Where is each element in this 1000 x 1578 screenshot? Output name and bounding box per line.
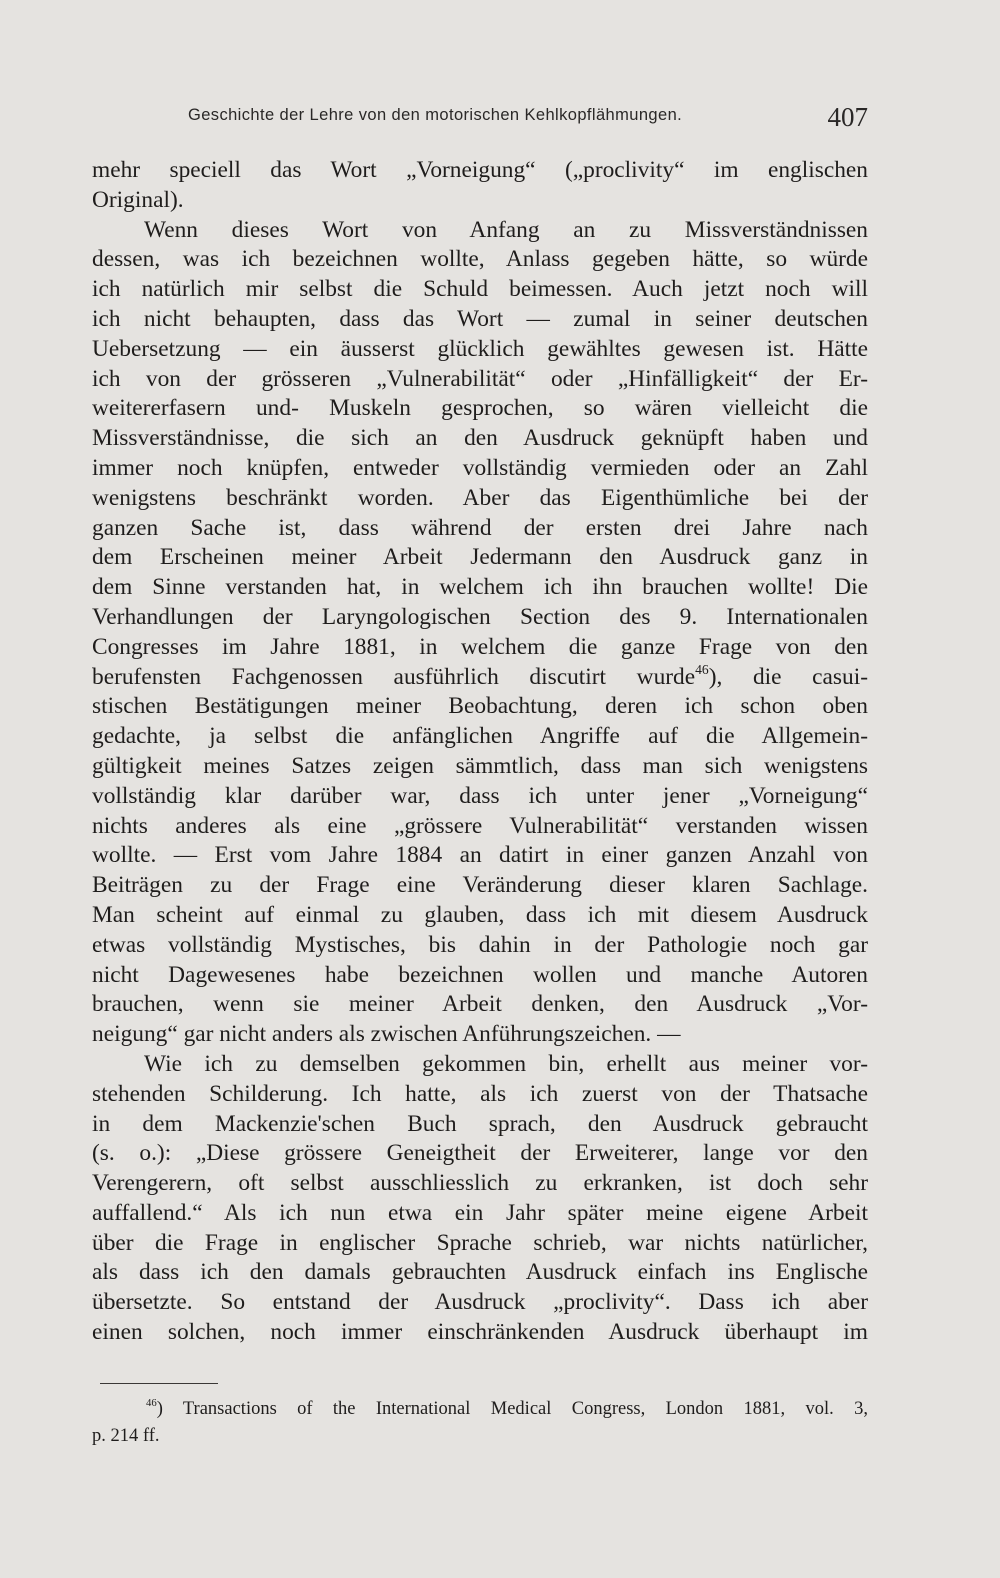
text-line: wenigstens beschränkt worden. Aber das Eigenthümliche bei der bbox=[92, 484, 868, 511]
text-line: Wenn dieses Wort von Anfang an zu Missverständnissen bbox=[144, 216, 868, 243]
page-number: 407 bbox=[827, 102, 868, 132]
text-line: Verengerern, oft selbst ausschliesslich zu erkranken, ist doch sehr bbox=[92, 1170, 868, 1197]
text-line: immer noch knüpfen, entweder vollständig vermieden oder an Zahl bbox=[92, 454, 868, 481]
footnote-text: ) Transactions of the International Medical Congress, London 1881, vol. 3, bbox=[156, 1399, 868, 1419]
text-line: über die Frage in englischer Sprache schrieb, war nichts natürlicher, bbox=[92, 1229, 868, 1256]
text-line: stehenden Schilderung. Ich hatte, als ich zuerst von der Thatsache bbox=[92, 1080, 868, 1107]
text-line: einen solchen, noch immer einschränkenden Ausdruck überhaupt im bbox=[92, 1319, 868, 1346]
text-line: (s. o.): „Diese grössere Geneigtheit der Erweiterer, lange vor den bbox=[92, 1140, 868, 1167]
text-line: mehr speciell das Wort „Vorneigung“ („proclivity“ im englischen bbox=[92, 157, 868, 183]
text-line: ich nicht behaupten, dass das Wort — zumal in seiner deutschen bbox=[92, 305, 868, 332]
text-line: weitererfasern und- Muskeln gesprochen, so wären vielleicht die bbox=[92, 395, 868, 422]
main-text bbox=[92, 156, 868, 1348]
text-line: ich von der grösseren „Vulnerabilität“ oder „Hinfälligkeit“ der Er- bbox=[92, 365, 868, 392]
running-head: Geschichte der Lehre von den motorischen Kehlkopflähmungen. bbox=[188, 106, 683, 124]
footnote-line bbox=[92, 1396, 868, 1423]
text-line: brauchen, wenn sie meiner Arbeit denken, den Ausdruck „Vor- bbox=[92, 991, 868, 1018]
text-line: nicht Dagewesenes habe bezeichnen wollen und manche Autoren bbox=[92, 961, 868, 988]
text-line: Missverständnisse, die sich an den Ausdruck geknüpft haben und bbox=[92, 425, 868, 452]
text-line: dessen, was ich bezeichnen wollte, Anlass gegeben hätte, so würde bbox=[92, 246, 868, 273]
text-line: Beiträgen zu der Frage eine Veränderung dieser klaren Sachlage. bbox=[92, 872, 868, 899]
text-line: dem Sinne verstanden hat, in welchem ich ihn brauchen wollte! Die bbox=[92, 574, 868, 601]
text-segment: berufensten Fachgenossen ausführlich discutirt wurde bbox=[92, 663, 696, 690]
text-line: neigung“ gar nicht anders als zwischen Anführungszeichen. — bbox=[92, 1021, 681, 1048]
footnote bbox=[92, 1396, 868, 1450]
footnote-line: p. 214 ff. bbox=[92, 1426, 160, 1446]
text-line: Uebersetzung — ein äusserst glücklich gewähltes gewesen ist. Hätte bbox=[92, 335, 868, 362]
footnote-marker: 46 bbox=[146, 1396, 157, 1409]
text-line: wollte. — Erst vom Jahre 1884 an datirt in einer ganzen Anzahl von bbox=[92, 842, 868, 869]
text-line: in dem Mackenzie'schen Buch sprach, den Ausdruck gebraucht bbox=[92, 1110, 868, 1137]
text-line: Man scheint auf einmal zu glauben, dass ich mit diesem Ausdruck bbox=[92, 901, 868, 928]
text-line: Wie ich zu demselben gekommen bin, erhellt aus meiner vor- bbox=[144, 1050, 868, 1077]
text-line: gedachte, ja selbst die anfänglichen Angriffe auf die Allgemein- bbox=[92, 723, 868, 750]
footnote-reference: 46 bbox=[695, 661, 709, 677]
text-line: übersetzte. So entstand der Ausdruck „proclivity“. Dass ich aber bbox=[92, 1289, 868, 1316]
text-line-with-reference bbox=[92, 663, 868, 693]
text-segment: ), die casui- bbox=[708, 663, 868, 690]
text-line: etwas vollständig Mystisches, bis dahin in der Pathologie noch gar bbox=[92, 931, 868, 958]
text-line: ganzen Sache ist, dass während der ersten drei Jahre nach bbox=[92, 514, 868, 541]
text-line: als dass ich den damals gebrauchten Ausdruck einfach ins Englische bbox=[92, 1259, 868, 1286]
text-line: dem Erscheinen meiner Arbeit Jedermann den Ausdruck ganz in bbox=[92, 544, 868, 571]
text-line: ich natürlich mir selbst die Schuld beimessen. Auch jetzt noch will bbox=[92, 276, 868, 303]
text-line: vollständig klar darüber war, dass ich unter jener „Vorneigung“ bbox=[92, 782, 868, 809]
text-line: auffallend.“ Als ich nun etwa ein Jahr später meine eigene Arbeit bbox=[92, 1199, 868, 1226]
text-line: Original). bbox=[92, 186, 184, 213]
text-line: Verhandlungen der Laryngologischen Section des 9. Internationalen bbox=[92, 603, 868, 630]
text-line: stischen Bestätigungen meiner Beobachtung, deren ich schon oben bbox=[92, 693, 868, 720]
text-line: nichts anderes als eine „grössere Vulnerabilität“ verstanden wissen bbox=[92, 812, 868, 839]
footnote-divider bbox=[100, 1383, 218, 1384]
page-header bbox=[188, 102, 868, 142]
text-line: gültigkeit meines Satzes zeigen sämmtlich, dass man sich wenigstens bbox=[92, 752, 868, 779]
text-line: Congresses im Jahre 1881, in welchem die ganze Frage von den bbox=[92, 633, 868, 660]
